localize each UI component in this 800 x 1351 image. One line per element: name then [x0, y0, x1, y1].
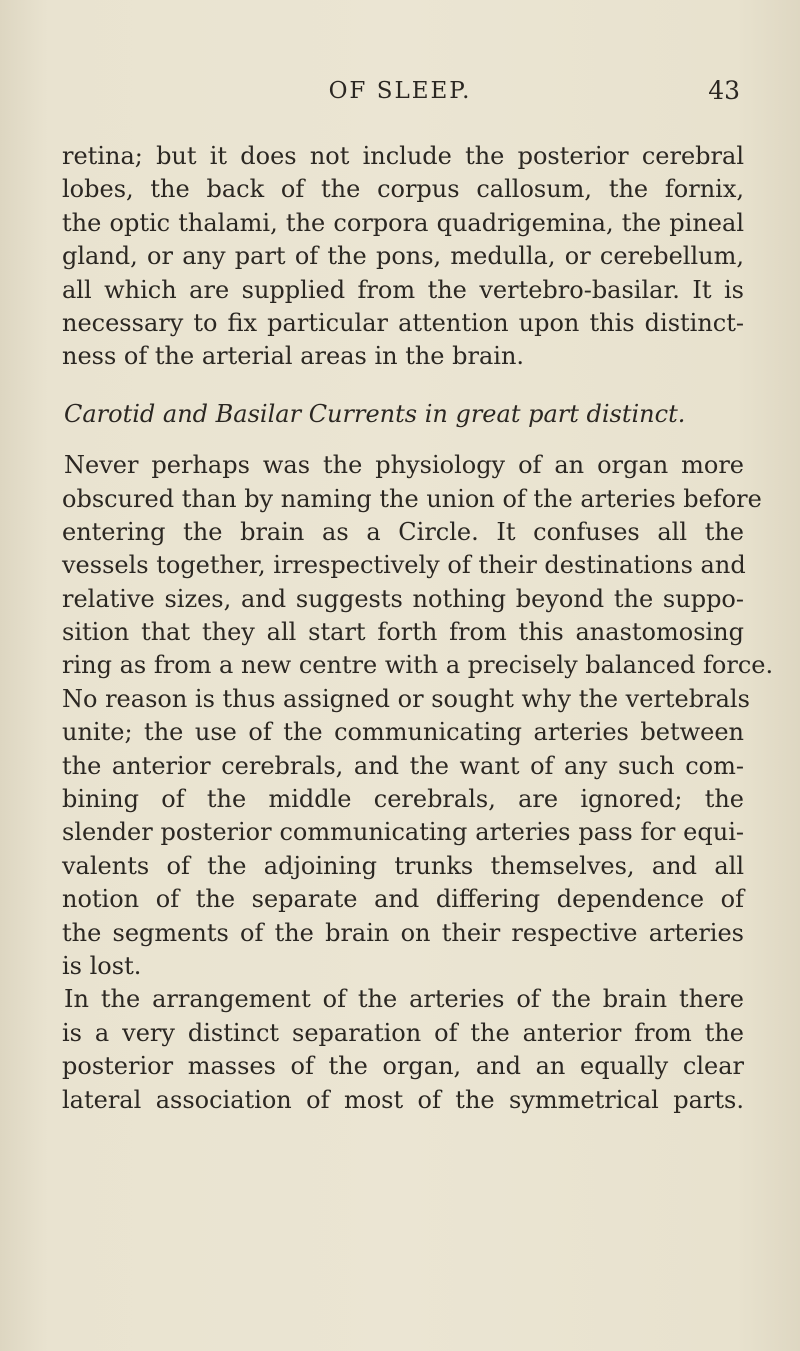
text-line: sition that they all start forth from this anastomosing	[62, 618, 744, 647]
text-line: slender posterior communicating arteries pass for equi-	[62, 818, 744, 847]
page-number: 43	[708, 76, 740, 105]
text-line: is a very distinct separation of the anterior from the	[62, 1018, 744, 1047]
text-line: lateral association of most of the symmetrical parts.	[62, 1085, 744, 1114]
text-line: ness of the arterial areas in the brain.	[62, 342, 525, 371]
text-line: ring as from a new centre with a precisely balanced force.	[62, 651, 774, 680]
text-line: gland, or any part of the pons, medulla, or cerebellum,	[62, 242, 744, 271]
body-text	[62, 140, 774, 1117]
running-head	[60, 78, 740, 110]
paragraph-1	[62, 140, 744, 374]
text-line: In the arrangement of the arteries of the brain there	[64, 985, 744, 1014]
text-line: lobes, the back of the corpus callosum, the fornix,	[62, 175, 744, 204]
text-line: vessels together, irrespectively of their destinations and	[62, 551, 746, 580]
text-line: necessary to fix particular attention upon this distinct-	[62, 308, 744, 337]
text-line: the anterior cerebrals, and the want of any such com-	[62, 751, 744, 780]
text-line: the optic thalami, the corpora quadrigemina, the pineal	[62, 208, 744, 237]
text-line: the segments of the brain on their respective arteries	[62, 918, 744, 947]
text-line: all which are supplied from the vertebro-basilar. It is	[62, 275, 744, 304]
paragraph-2	[62, 449, 774, 983]
text-line: is lost.	[62, 951, 142, 980]
section-heading: Carotid and Basilar Currents in great part distinct.	[64, 399, 686, 428]
running-title: OF SLEEP.	[328, 78, 472, 104]
text-line: posterior masses of the organ, and an equally clear	[62, 1052, 744, 1081]
text-line: Never perhaps was the physiology of an organ more	[64, 451, 744, 480]
text-line: No reason is thus assigned or sought why the vertebrals	[62, 684, 750, 713]
text-line: valents of the adjoining trunks themselves, and all	[62, 851, 744, 880]
text-line: unite; the use of the communicating arteries between	[62, 718, 744, 747]
text-line: retina; but it does not include the posterior cerebral	[62, 142, 744, 170]
text-line: entering the brain as a Circle. It confuses all the	[62, 517, 744, 546]
text-line: relative sizes, and suggests nothing beyond the suppo-	[62, 584, 744, 613]
text-line: bining of the middle cerebrals, are ignored; the	[62, 785, 744, 814]
text-line: notion of the separate and differing dependence of	[62, 885, 744, 914]
paragraph-3	[62, 983, 744, 1117]
text-line: obscured than by naming the union of the arteries before	[62, 484, 762, 513]
